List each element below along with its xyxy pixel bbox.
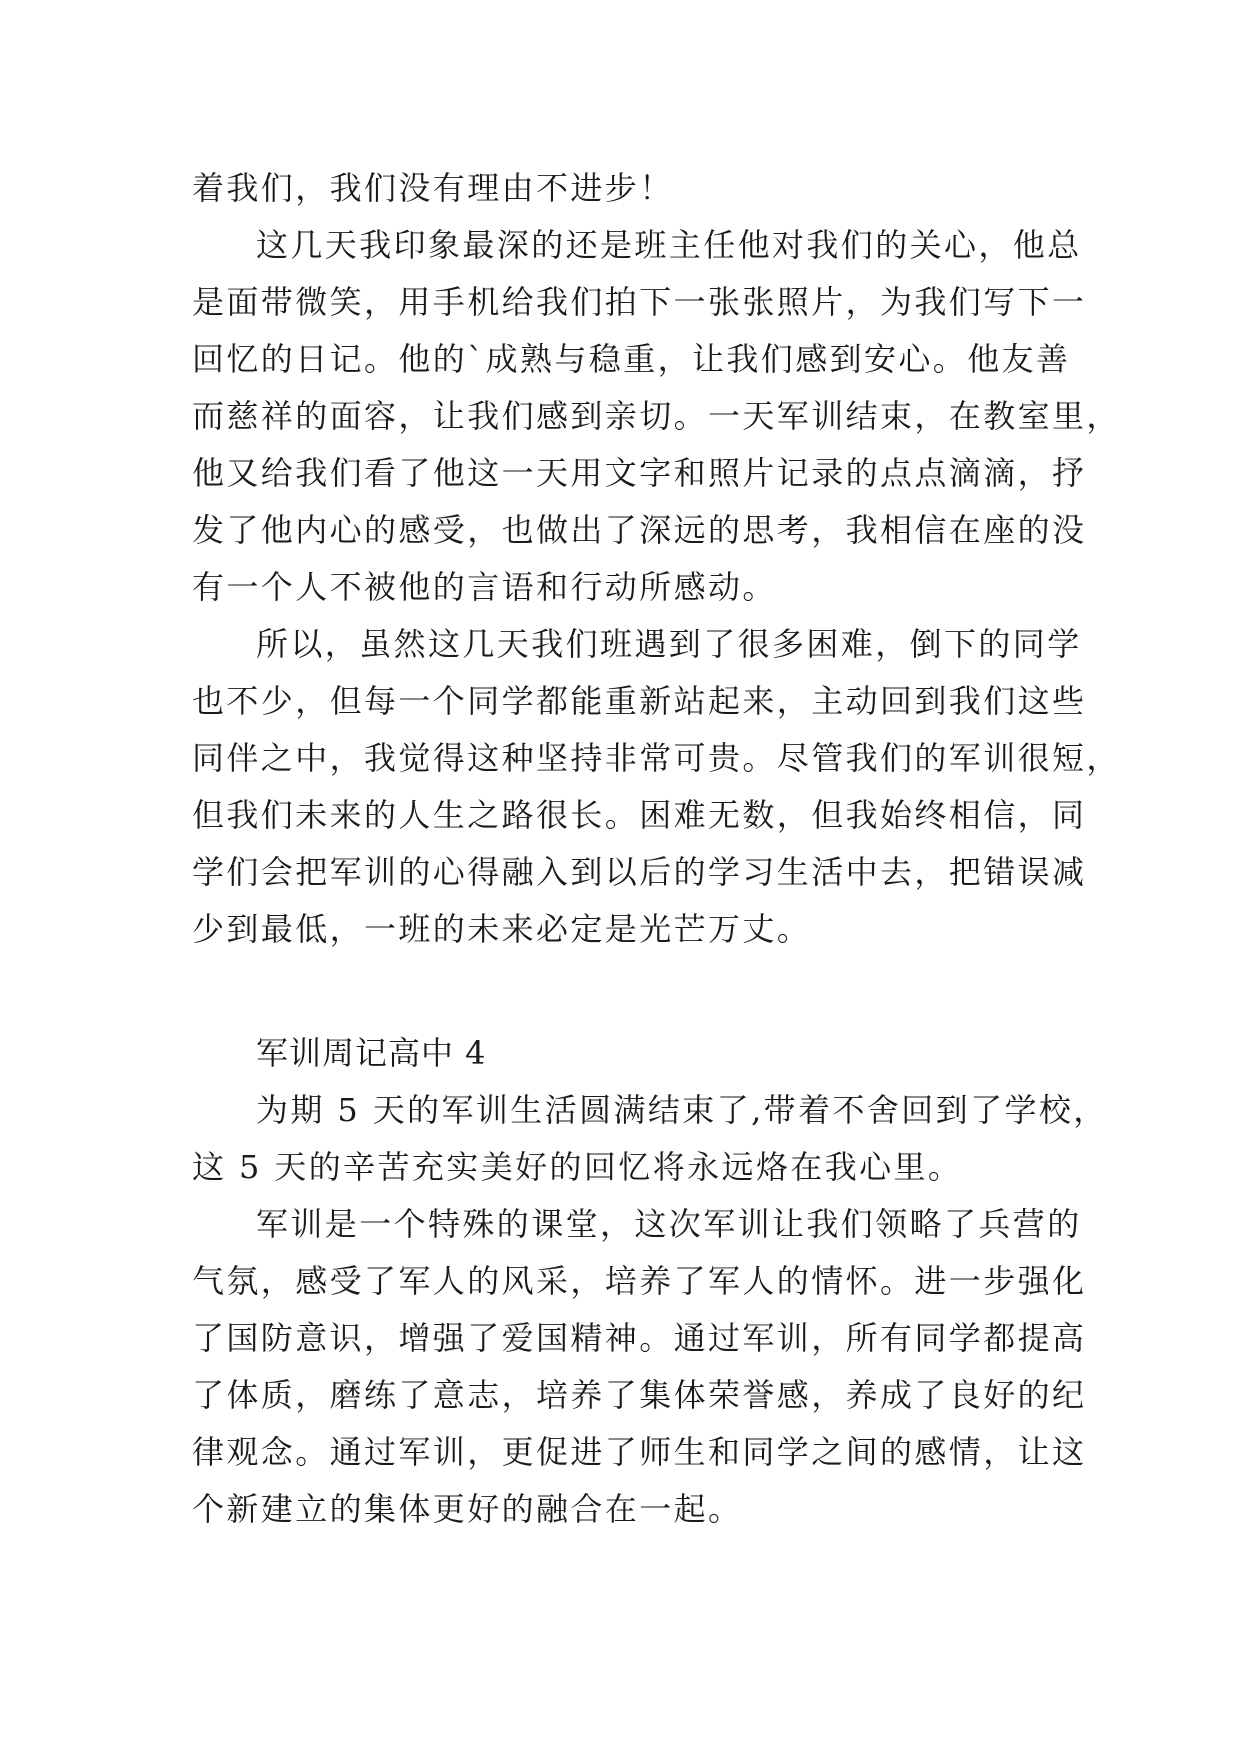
text-line: 气氛，感受了军人的风采，培养了军人的情怀。进一步强化 bbox=[192, 1262, 1087, 1300]
text-line: 同伴之中，我觉得这种坚持非常可贵。尽管我们的军训很短， bbox=[192, 739, 1121, 777]
text-line: 律观念。通过军训，更促进了师生和同学之间的感情，让这 bbox=[192, 1433, 1087, 1471]
text-line: 回忆的日记。他的`成熟与稳重，让我们感到安心。他友善 bbox=[192, 340, 1071, 378]
paragraph-first-line: 所以，虽然这几天我们班遇到了很多困难，倒下的同学 bbox=[256, 625, 1082, 663]
text-line: 是面带微笑，用手机给我们拍下一张张照片，为我们写下一 bbox=[192, 283, 1087, 321]
text-line: 而慈祥的面容，让我们感到亲切。一天军训结束，在教室里， bbox=[192, 397, 1121, 435]
paragraph-first-line: 为期 5 天的军训生活圆满结束了,带着不舍回到了学校， bbox=[256, 1091, 1108, 1129]
text-line: 他又给我们看了他这一天用文字和照片记录的点点滴滴，抒 bbox=[192, 454, 1087, 492]
text-line: 了体质，磨练了意志，培养了集体荣誉感，养成了良好的纪 bbox=[192, 1376, 1087, 1414]
text-line: 发了他内心的感受，也做出了深远的思考，我相信在座的没 bbox=[192, 511, 1087, 549]
text-line: 少到最低，一班的未来必定是光芒万丈。 bbox=[192, 910, 812, 948]
text-line: 但我们未来的人生之路很长。困难无数，但我始终相信，同 bbox=[192, 796, 1087, 834]
text-line: 有一个人不被他的言语和行动所感动。 bbox=[192, 568, 777, 606]
section-heading: 军训周记高中 4 bbox=[256, 1034, 487, 1072]
text-line: 这 5 天的辛苦充实美好的回忆将永远烙在我心里。 bbox=[192, 1148, 963, 1186]
text-line: 也不少，但每一个同学都能重新站起来，主动回到我们这些 bbox=[192, 682, 1087, 720]
text-line: 学们会把军训的心得融入到以后的学习生活中去，把错误减 bbox=[192, 853, 1087, 891]
text-line: 个新建立的集体更好的融合在一起。 bbox=[192, 1490, 743, 1528]
paragraph-first-line: 军训是一个特殊的课堂，这次军训让我们领略了兵营的 bbox=[256, 1205, 1082, 1243]
text-line: 了国防意识，增强了爱国精神。通过军训，所有同学都提高 bbox=[192, 1319, 1087, 1357]
text-line: 着我们，我们没有理由不进步！ bbox=[192, 169, 674, 207]
paragraph-first-line: 这几天我印象最深的还是班主任他对我们的关心，他总 bbox=[256, 226, 1082, 264]
